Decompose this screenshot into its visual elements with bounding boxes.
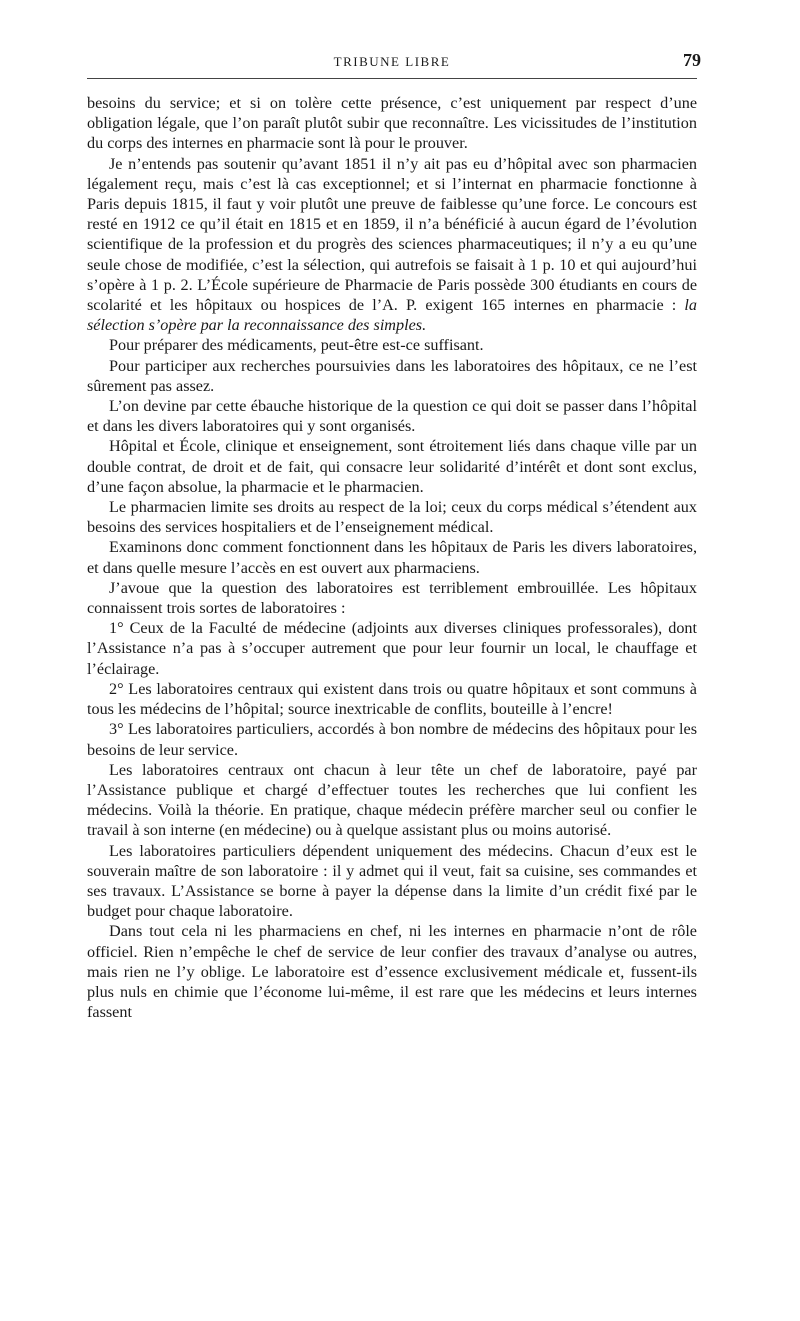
list-item: 1° Ceux de la Faculté de médecine (adjoints aux diverses cliniques professorales), dont l’Assistance n’a pas à s’occuper autrement que pour leur fournir un local, le chauffage et l’éclairage. xyxy=(87,619,697,678)
paragraph: Hôpital et École, clinique et enseignement, sont étroitement liés dans chaque ville par un double contrat, de droit et de fait, qui consacre leur solidarité d’intérêt et dont sont exclus, d’une façon absolue, la pharmacie et le pharmacien. xyxy=(87,437,697,496)
paragraph-internat-text: Je n’entends pas soutenir qu’avant 1851 il n’y ait pas eu d’hôpital avec son pharmacien légalement reçu, mais c’est là cas exceptionnel; et si l’internat en pharmacie fonctionne à Paris depuis 1815, il faut y voir plutôt une preuve de faiblesse qu’une force. Le concours est resté en 1912 ce qu’il était en 1815 et en 1859, il n’a bénéficié à aucun égard de l’évolution scientifique de la profession et du progrès des sciences pharmaceutiques; il n’y a eu qu’une seule chose de modifiée, c’est la sélection, qui autrefois se faisait à 1 p. 10 et qui aujourd’hui s’opère à 1 p. 2. L’École supérieure de Pharmacie de Paris possède 300 étudiants en cours de scolarité et les hôpitaux ou hospices de l’A. P. exigent 165 internes en pharmacie : xyxy=(87,154,697,315)
paragraph: J’avoue que la question des laboratoires est terriblement embrouillée. Les hôpitaux connaissent trois sortes de laboratoires : xyxy=(87,578,697,618)
list-item: 2° Les laboratoires centraux qui existent dans trois ou quatre hôpitaux et sont communs à tous les médecins de l’hôpital; source inextricable de conflits, bouteille à l’encre! xyxy=(87,679,697,719)
list-item: 3° Les laboratoires particuliers, accordés à bon nombre de médecins des hôpitaux pour les besoins de leur service. xyxy=(87,720,697,759)
paragraph: Pour préparer des médicaments, peut-être est-ce suffisant. xyxy=(109,336,484,355)
paragraph: Pour participer aux recherches poursuivies dans les laboratoires des hôpitaux, ce ne l’est sûrement pas assez. xyxy=(87,356,697,395)
body-text xyxy=(87,93,697,1022)
paragraph: L’on devine par cette ébauche historique de la question ce qui doit se passer dans l’hôpital et dans les divers laboratoires qui y sont organisés. xyxy=(87,397,697,436)
italic-phrase: la sélection s’opère par la reconnaissance des simples. xyxy=(87,296,697,335)
running-head xyxy=(87,48,701,79)
paragraph-internat xyxy=(87,154,697,336)
paragraph: Dans tout cela ni les pharmaciens en chef, ni les internes en pharmacie n’ont de rôle officiel. Rien n’empêche le chef de service de leur confier des travaux d’analyse ou autres, mais rien ne l’y oblige. Le laboratoire est d’essence exclusivement médicale et, fussent-ils plus nuls en chimie que l’économe lui-même, il est rare que les médecins et leurs internes fassent xyxy=(87,922,697,1022)
page-number: 79 xyxy=(683,50,701,70)
paragraph: Examinons donc comment fonctionnent dans les hôpitaux de Paris les divers laboratoires, et dans quelle mesure l’accès en est ouvert aux pharmaciens. xyxy=(87,538,697,577)
paragraph: Le pharmacien limite ses droits au respect de la loi; ceux du corps médical s’étendent aux besoins des services hospitaliers et de l’enseignement médical. xyxy=(87,498,697,537)
paragraph: Les laboratoires centraux ont chacun à leur tête un chef de laboratoire, payé par l’Assistance publique et chargé d’effectuer toutes les recherches que lui confient les médecins. Voilà la théorie. En pratique, chaque médecin préfère marcher seul ou confier le travail à son interne (en médecine) ou à quelque assistant plus ou moins autorisé. xyxy=(87,760,697,840)
paragraph-continuation: besoins du service; et si on tolère cette présence, c’est uniquement par respect d’une obligation légale, que l’on paraît plutôt subir que reconnaître. Les vicissitudes de l’institution du corps des internes en pharmacie sont là pour le prouver. xyxy=(87,94,697,153)
paragraph: Les laboratoires particuliers dépendent uniquement des médecins. Chacun d’eux est le souverain maître de son laboratoire : il y admet qui il veut, fait sa cuisine, ses commandes et ses travaux. L’Assistance se borne à payer la dépense dans la limite d’un crédit fixé par le budget pour chaque laboratoire. xyxy=(87,841,697,921)
running-title: TRIBUNE LIBRE xyxy=(333,54,451,69)
